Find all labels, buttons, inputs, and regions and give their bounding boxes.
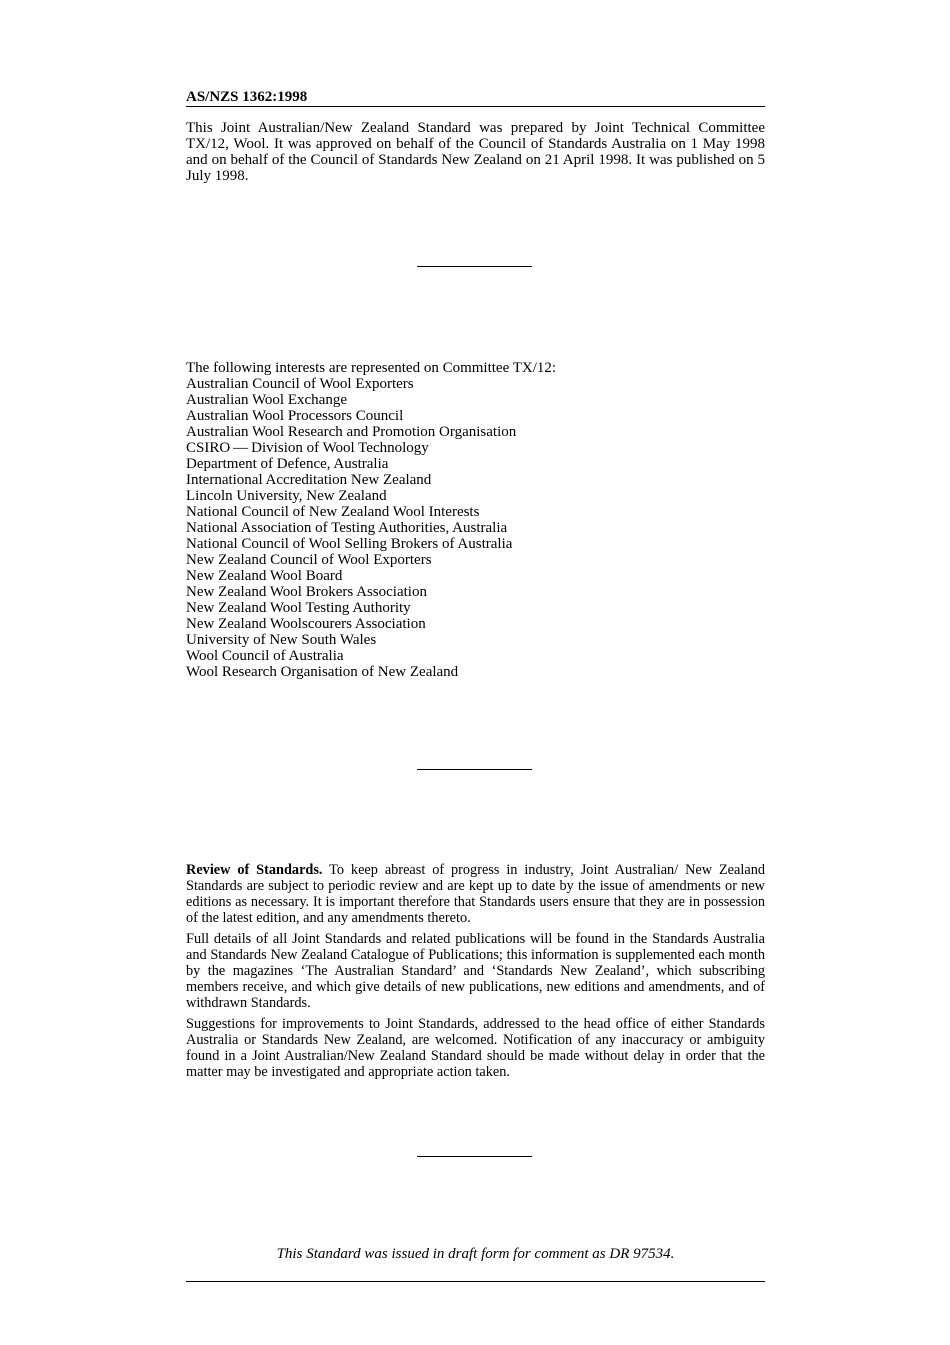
section-divider (417, 266, 532, 267)
catalogue-paragraph: Full details of all Joint Standards and related publications will be found in the Standards Australia and Standards New Zealand Catalogue of Publications; this information is supplemented each month by the magazines ‘The Australian Standard’ and ‘Standards New Zealand’, which subscribing members receive, and which give details of new publications, new editions and amendments, and of withdrawn Standards. (186, 931, 765, 1011)
committee-member: New Zealand Wool Testing Authority (186, 600, 411, 616)
section-divider (417, 769, 532, 770)
committee-member: Wool Research Organisation of New Zealand (186, 664, 459, 680)
committee-member: International Accreditation New Zealand (186, 472, 432, 488)
section-divider (417, 1156, 532, 1157)
review-heading: Review of Standards. (186, 862, 323, 878)
committee-member: National Association of Testing Authorities, Australia (186, 520, 508, 536)
committee-member: University of New South Wales (186, 632, 377, 648)
committee-intro: The following interests are represented on Committee TX/12: (186, 360, 557, 376)
committee-member: Australian Council of Wool Exporters (186, 376, 414, 392)
committee-member: Australian Wool Exchange (186, 392, 347, 408)
committee-member: Department of Defence, Australia (186, 456, 389, 472)
committee-member: New Zealand Wool Board (186, 568, 343, 584)
review-paragraph-text: To keep abreast of progress in industry, Joint Australian/ New Zealand Standards are subject to periodic review and are kept up to date by the issue of amendments or new editions as necessary. It is important therefore that Standards users ensure that they are in possession of the latest edition, and any amendments thereto. (186, 862, 765, 926)
preparation-paragraph: This Joint Australian/New Zealand Standard was prepared by Joint Technical Committee TX/12, Wool. It was approved on behalf of the Council of Standards Australia on 1 May 1998 and on behalf of the Council of Standards New Zealand on 21 April 1998. It was published on 5 July 1998. (186, 120, 765, 184)
committee-member: National Council of New Zealand Wool Interests (186, 504, 480, 520)
committee-member: New Zealand Woolscourers Association (186, 616, 426, 632)
suggestions-paragraph: Suggestions for improvements to Joint Standards, addressed to the head office of either Standards Australia or Standards New Zealand, are welcomed. Notification of any inaccuracy or ambiguity found in a Joint Australian/New Zealand Standard should be made without delay in order that the matter may be investigated and appropriate action taken. (186, 1016, 765, 1080)
header-rule (186, 106, 765, 107)
committee-member: Wool Council of Australia (186, 648, 344, 664)
committee-member: New Zealand Council of Wool Exporters (186, 552, 432, 568)
committee-member: New Zealand Wool Brokers Association (186, 584, 427, 600)
review-paragraph (186, 862, 765, 926)
draft-note: This Standard was issued in draft form for comment as DR 97534. (276, 1246, 675, 1262)
document-identifier: AS/NZS 1362:1998 (186, 89, 308, 105)
committee-member: Lincoln University, New Zealand (186, 488, 387, 504)
committee-member: Australian Wool Research and Promotion Organisation (186, 424, 517, 440)
footer-rule (186, 1281, 765, 1282)
committee-member: Australian Wool Processors Council (186, 408, 404, 424)
committee-member: CSIRO — Division of Wool Technology (186, 440, 429, 456)
committee-member: National Council of Wool Selling Brokers of Australia (186, 536, 513, 552)
committee-member-list (186, 376, 765, 680)
committee-section (186, 360, 765, 680)
document-page (186, 0, 765, 1345)
review-section (186, 862, 765, 1085)
